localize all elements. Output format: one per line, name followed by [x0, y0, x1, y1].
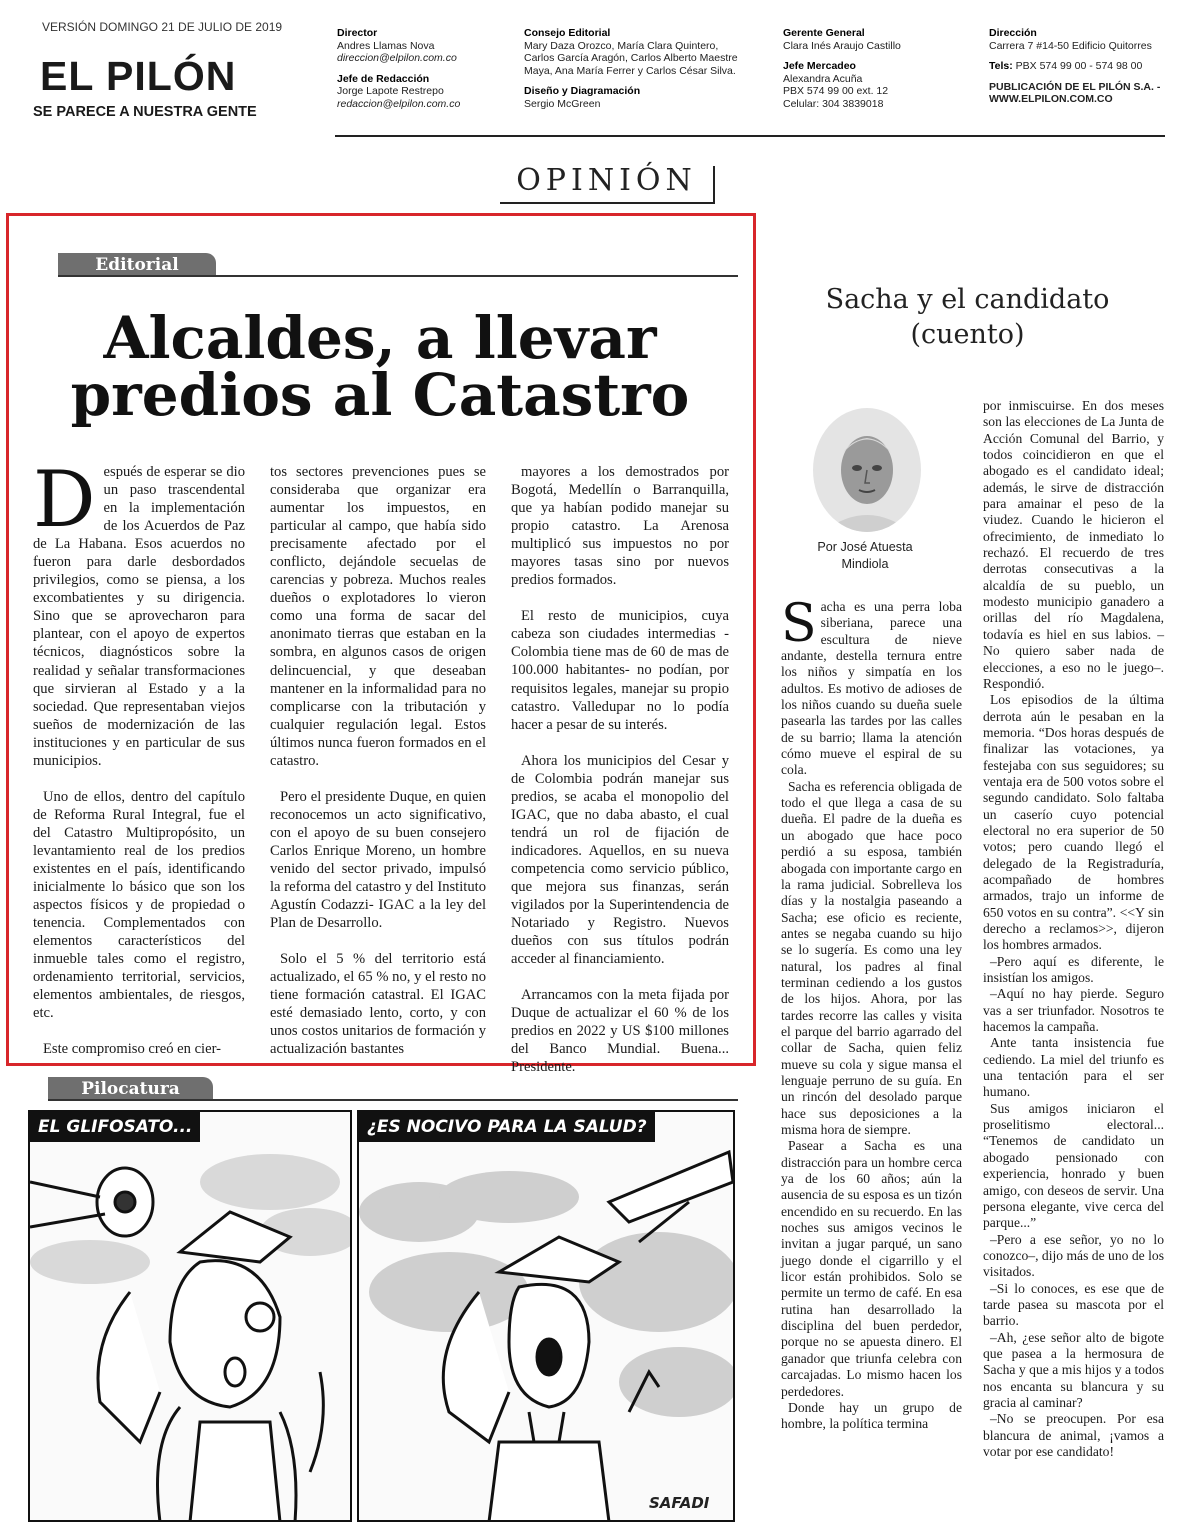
- staff-column-consejo: [524, 27, 764, 118]
- story-dropcap: S: [781, 594, 817, 654]
- story-paragraph: –Aquí no hay pierde. Seguro vas a ser triunfador. Nosotros te hacemos la campaña.: [983, 986, 1164, 1035]
- publicacion-line-1: PUBLICACIÓN DE EL PILÓN S.A. -: [989, 80, 1161, 93]
- story-paragraph: Sus amigos iniciaron el proselitismo electoral... “Tenemos de candidato un abogado pensionado con experiencia, honrado y buen amigo, con deseos de servir. Una persona elegante, vive cerca del parque...”: [983, 1100, 1164, 1231]
- mercadeo-pbx: PBX 574 99 00 ext. 12: [783, 85, 889, 97]
- publicacion-url[interactable]: WWW.ELPILON.COM.CO: [989, 93, 1113, 105]
- director-name: Andres Llamas Nova: [337, 39, 435, 52]
- newspaper-logo[interactable]: EL PILÓN: [40, 53, 237, 99]
- cartoon-caption-right: ¿ES NOCIVO PARA LA SALUD?: [359, 1112, 655, 1142]
- cartoon-drawing-right: [359, 1142, 733, 1522]
- cartoon-label: Pilocatura: [48, 1077, 213, 1101]
- editorial-column-2: [270, 463, 486, 1076]
- story-column-1: [781, 594, 962, 1433]
- cartoon-drawing-left: [30, 1142, 350, 1522]
- consejo-line-3: Maya, Ana María Ferrer y Carlos César Silva.: [524, 64, 736, 77]
- diseno-role: Diseño y Diagramación: [524, 85, 641, 97]
- gerente-role: Gerente General: [783, 27, 865, 39]
- tels-label: Tels:: [989, 60, 1013, 72]
- editorial-paragraph: Ahora los municipios del Cesar y de Colombia podrán manejar sus predios, se acaba el monopolio del IGAC, que no daba abasto, el cual tendrá un rol de fijación de indicadores. Aquellos, en su nueva competencia como servicio público, que mejora sus finanzas, serán vigilados por la Superintendencia de Notariado y Registro. Nuevos dueños con sus títulos podrán acceder al financiamiento.: [511, 752, 729, 968]
- story-byline: [790, 539, 940, 573]
- editorial-paragraph-text: espués de esperar se dio un paso trascendental en la implementación de los Acuerdos de Paz de La Habana. Esos acuerdos no fueron para darle desbordados privilegios, como se piensa, a los excombatientes y su dirigencia. Sino que se aprovecharon para plantear, con el apoyo de expertos técnicos, diagnósticos sobre la realidad y señalar transformaciones que sirvieran al Estado y a la sociedad. Que representaban viejos sueños de modernización de las instituciones y en particular de sus municipios.: [33, 464, 245, 769]
- consejo-role: Consejo Editorial: [524, 27, 611, 39]
- story-paragraph-text: acha es una perra loba siberiana, parece una escultura de nieve andante, destella ternura entre los niños y simpatía en los adultos. Es motivo de adioses de los niños cuando su dueña suele pasearla las tardes por las calles de su barrio; llama la atención cómo mueve el espiral de su cola.: [781, 599, 962, 778]
- story-paragraph: por inmiscuirse. En dos meses son las elecciones de La Junta de Acción Comunal del Barrio, y todos coincidieron en que el abogado es el candidato ideal; además, le sirve de distracción para amainar el peso de la viudez. Cuando le hicieron el ofrecimiento, de inmediato lo rechazó. El recuerdo de tres derrotas consecutivas a la alcaldía de su pueblo, un modesto municipio ganadero a orillas del río Magdalena, todavía es hiel en sus labios. –No quiero saber nada de elecciones, a eso no le juego–. Respondió.: [983, 398, 1164, 691]
- story-paragraph: –Pero aquí es diferente, le insistían los amigos.: [983, 953, 1164, 986]
- staff-column-direccion: [989, 27, 1179, 114]
- gerente-name: Clara Inés Araujo Castillo: [783, 39, 901, 52]
- story-paragraph: Pasear a Sacha es una distracción para un hombre cerca ya de los 60 años; aún la ausencia de su esposa es un tizón encendido en su recuerdo. En las noches sus amigos vecinos le invitan a jugar parqué, un sano juego donde el cigarrillo y el licor están prohibidos. Solo se permite un termo de café. En esa rutina han desarrollado la disciplina del buen perdedor, porque no se apuesta dinero. El ganador que triunfa celebra con carcajadas. Lo mismo hacen los perdedores.: [781, 1138, 962, 1399]
- jefe-redaccion-email[interactable]: redaccion@elpilon.com.co: [337, 97, 461, 110]
- editorial-column-1: [33, 455, 245, 1076]
- story-column-2: [983, 398, 1164, 1460]
- editorial-dropcap: D: [33, 455, 96, 545]
- editorial-paragraph: mayores a los demostrados por Bogotá, Medellín o Barranquilla, que ya habían podido manejar su propio catastro. La Arenosa multiplicó sus impuestos no por mayores tasas sino por nuevos predios formados.: [511, 464, 729, 589]
- newspaper-slogan: SE PARECE A NUESTRA GENTE: [33, 104, 257, 120]
- editorial-label: Editorial: [58, 253, 216, 277]
- cartoonist-signature: SAFADI: [649, 1494, 710, 1512]
- director-role: Director: [337, 27, 378, 39]
- staff-column-gerencia: [783, 27, 973, 118]
- editorial-paragraph: Este compromiso creó en cier-: [43, 1041, 222, 1058]
- editorial-label-rule: [58, 275, 738, 277]
- masthead: [0, 0, 1195, 140]
- mercadeo-name: Alexandra Acuña: [783, 72, 863, 85]
- editorial-paragraph: Pero el presidente Duque, en quien reconocemos un acto significativo, con el apoyo de su buen consejero Carlos Enrique Moreno, un hombre venido del sector privado, impulsó la reforma del catastro y del Instituto Agustín Codazzi- IGAC a la ley del Plan de Desarrollo.: [270, 788, 486, 932]
- mercadeo-role: Jefe Mercadeo: [783, 60, 856, 72]
- consejo-line-1: Mary Daza Orozco, María Clara Quintero,: [524, 39, 719, 52]
- story-paragraph: Donde hay un grupo de hombre, la política termina: [781, 1399, 962, 1432]
- tels-value: PBX 574 99 00 - 574 98 00: [1015, 60, 1143, 72]
- story-paragraph: Sacha es referencia obligada de todo el que llega a casa de su dueña. El padre de la dueña es un abogado que hace poco perdió a su esposa, también abogada con importante cargo en la rama judicial. Sobrelleva los días y la nostalgia paseando a Sacha; ese oficio es reciente, antes se negaba cuando su hijo se lo sugería. Es como una ley natural, los padres al final terminan cediendo a los gustos de los hijos. Ahora, por las tardes recorre las calles y visita el parque del barrio agarrado del collar de Sacha, quien feliz mueve su cola y sigue mansa el lenguaje perruno de su guía. En un rincón del desolado parque hace sus deposiciones a la misma hora de siempre.: [781, 778, 962, 1137]
- cartoon-panel-right: [357, 1110, 735, 1522]
- section-title: OPINIÓN: [500, 166, 715, 204]
- editorial-column-3: [511, 463, 729, 1094]
- story-title-sub: (cuento): [910, 319, 1025, 350]
- author-portrait-image: [813, 408, 921, 532]
- editorial-paragraph: Solo el 5 % del territorio está actualizado, el 65 % no, y el resto no tiene formación catastral. El IGAC esté demasiado lento, corto, y con unos costos unitarios de formación y actualización bastantes: [270, 951, 486, 1058]
- story-paragraph: –No se preocupen. Por esa blancura de animal, ¡vamos a votar por ese candidato!: [983, 1411, 1164, 1459]
- story-paragraph: –Ah, ¿ese señor alto de bigote que pasea a la hermosura de Sacha y que a mis hijos y a todos nos encanta su blancura y su gracia al caminar?: [983, 1329, 1164, 1410]
- edition-date: VERSIÓN DOMINGO 21 DE JULIO DE 2019: [42, 20, 283, 34]
- consejo-line-2: Carlos García Aragón, Carlos Alberto Maestre: [524, 52, 738, 64]
- story-paragraph: –Pero a ese señor, yo no lo conozco–, dijo más de uno de los visitados.: [983, 1231, 1164, 1280]
- editorial-paragraph: tos sectores prevenciones pues se consideraba que organizar era aumentar los impuestos, en particular al campo, que había sido precisamente afectado por el conflicto, dejándole secuelas de carencias y pobreza. Muchos reales dueños o explotadores lo vieron como una forma de sacar del anonimato tierras que estaban en la sombra, en algunos casos de origen delincuencial, y que deseaban mantener en la informalidad para no complicarse con la tributación y cualquier regulación legal. Estos últimos nunca fueron formados en el catastro.: [270, 464, 486, 769]
- story-paragraph: Los episodios de la última derrota aún le pesaban en la memoria. “Dos horas después de finalizar las votaciones, ya festejaba con sus seguidores; su ventaja era de 500 votos sobre el segundo candidato. Solo faltaba un caserío cuyo potencial electoral no era superior de 50 votos; pero cuando llegó el delegado de la Registraduría, acompañado de hombres armados, trajo un informe de 650 votos en su contra”. <<Y sin derecho a reclamos>>, dijeron los hombres armados.: [983, 692, 1164, 953]
- editorial-headline: Alcaldes, a llevar predios al Catastro: [70, 304, 690, 429]
- cartoon-caption-left: EL GLIFOSATO...: [30, 1112, 200, 1142]
- masthead-rule: [335, 135, 1165, 137]
- byline-line-2: Mindiola: [841, 557, 889, 571]
- story-paragraph: Ante tanta insistencia fue cediendo. La miel del triunfo es una tentación para el ser humano.: [983, 1035, 1164, 1100]
- story-title: [770, 282, 1165, 352]
- editorial-paragraph: Arrancamos con la meta fijada por Duque de actualizar el 60 % de los predios en 2022 y US $100 millones del Banco Mundial. Buena... Presidente.: [511, 987, 729, 1076]
- cartoon-label-rule: [48, 1099, 738, 1101]
- diseno-name: Sergio McGreen: [524, 97, 601, 110]
- author-portrait: [813, 408, 921, 532]
- jefe-redaccion-role: Jefe de Redacción: [337, 72, 430, 85]
- story-paragraph: [781, 594, 962, 779]
- story-title-main: Sacha y el candidato: [825, 284, 1110, 315]
- editorial-paragraph: El resto de municipios, cuya cabeza son ciudades intermedias - Colombia tiene mas de 60 de mas de 100.000 habitantes- no podían, por requisitos legales, manejar su propio catastro. Valledupar no lo podía hacer a pesar de su interés.: [511, 608, 729, 733]
- editorial-paragraph: Uno de ellos, dentro del capítulo de Reforma Rural Integral, fue el del Catastro Multipropósito, un levantamiento real de los predios existentes en el país, identificando inicialmente lo básico que son los aspectos físicos y de propiedad o tenencia. Complementados con elementos característicos del inmueble tales como el registro, ordenamiento territorial, servicios, elementos ambientales, de riesgos, etc.: [33, 788, 245, 1022]
- mercadeo-cel: Celular: 304 3839018: [783, 97, 884, 110]
- staff-column-director: [337, 27, 497, 118]
- byline-line-1: Por José Atuesta: [817, 540, 913, 554]
- direccion-role: Dirección: [989, 27, 1037, 39]
- cartoon-panel-left: [28, 1110, 352, 1522]
- story-paragraph: –Si lo conoces, es ese que de tarde pasea su mascota por el barrio.: [983, 1280, 1164, 1329]
- jefe-redaccion-name: Jorge Lapote Restrepo: [337, 85, 444, 97]
- editorial-paragraph: [33, 455, 245, 770]
- direccion-address: Carrera 7 #14-50 Edificio Quitorres: [989, 39, 1152, 52]
- director-email[interactable]: direccion@elpilon.com.co: [337, 52, 457, 64]
